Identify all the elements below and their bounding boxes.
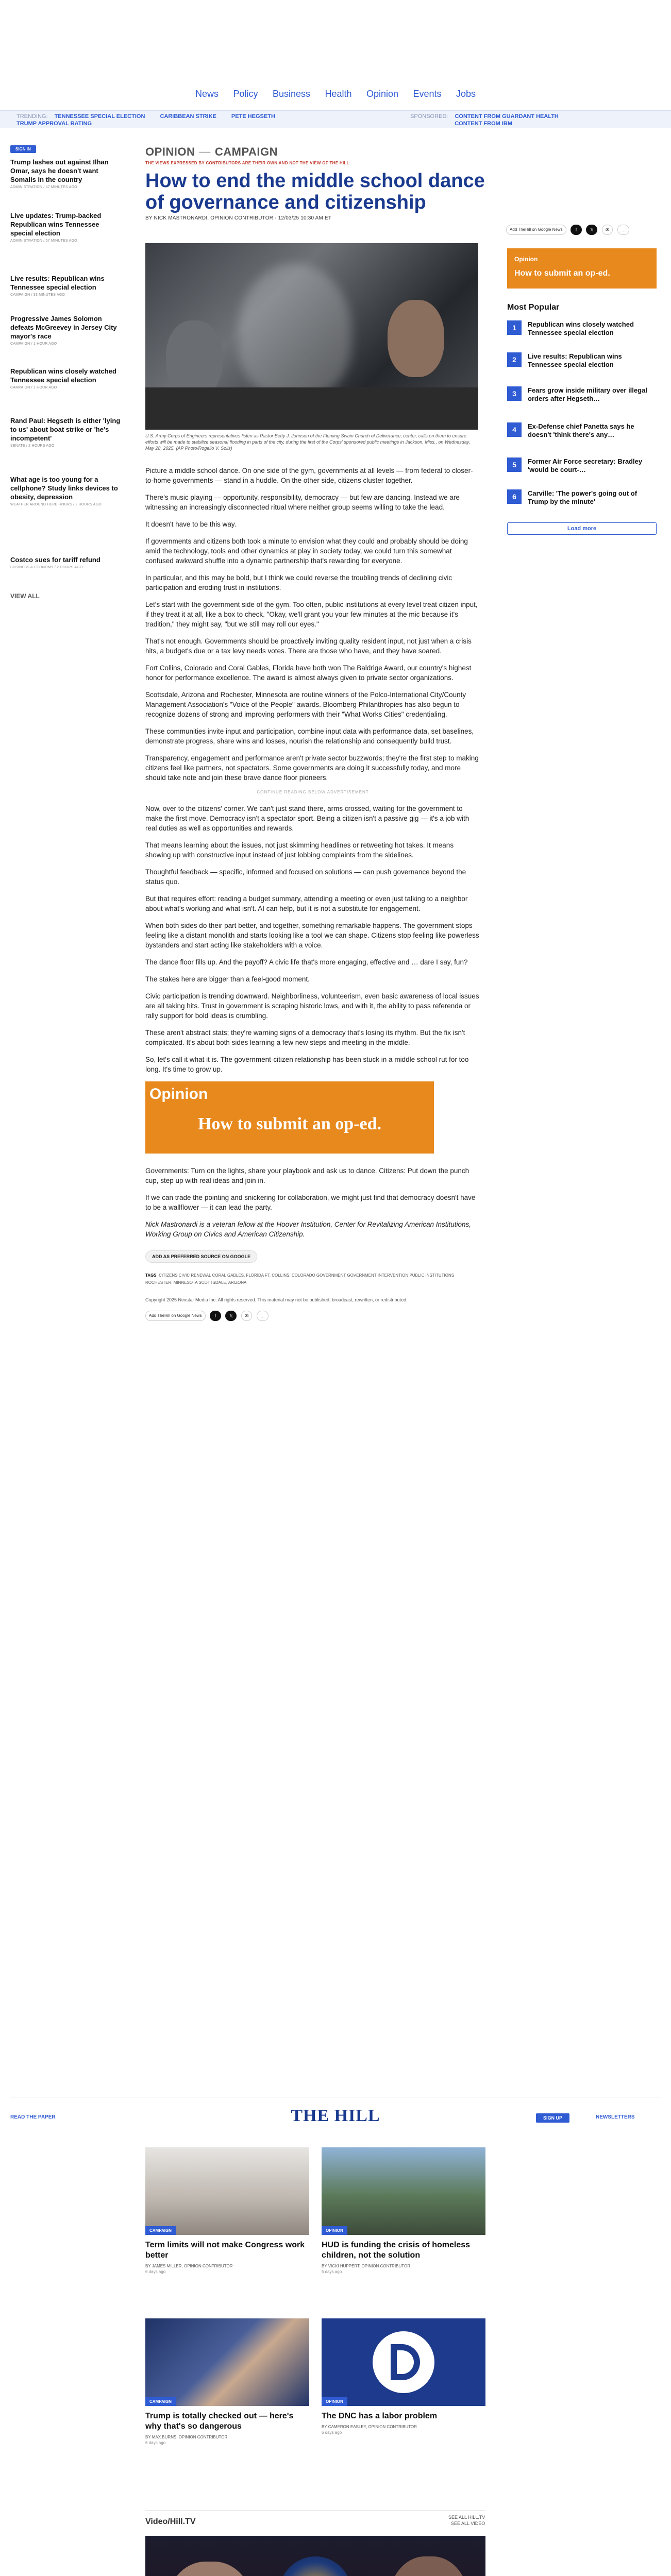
nav-news[interactable]: News [195, 89, 219, 99]
popular-title: Fears grow inside military over illegal orders after Hegseth… [528, 386, 647, 402]
x-icon[interactable]: 𝕏 [586, 225, 597, 235]
main-nav [0, 89, 671, 106]
page-title: How to end the middle school dance of governance and citizenship [145, 170, 485, 213]
the-hill-logo[interactable]: THE HILL [291, 2106, 380, 2125]
google-news-button[interactable]: Add TheHill on Google News [506, 225, 566, 235]
paragraph: Civic participation is trending downward. Neighborliness, volunteerism, even basic awareness of local issues are all taking hits. Trust in government is scraping historic lows, and with it, the ability to pass referenda or rally support for bold ideas is crumbling. [145, 992, 479, 1020]
share-bar [504, 225, 629, 235]
dnc-logo-icon [322, 2318, 485, 2406]
popular-item[interactable] [507, 422, 657, 450]
story-badge: OPINION [322, 2226, 347, 2235]
story-card[interactable] [145, 2318, 309, 2445]
sidebar-story-title: Live updates: Trump-backed Republican wins Tennessee special election [10, 212, 102, 237]
popular-item[interactable] [507, 489, 657, 517]
nav-business[interactable]: Business [272, 89, 311, 99]
trending-link[interactable]: TRUMP APPROVAL RATING [16, 121, 92, 127]
sponsored-link[interactable]: CONTENT FROM GUARDANT HEALTH [455, 113, 559, 120]
story-card[interactable] [322, 2147, 485, 2274]
video-section-title: Video/Hill.TV [145, 2517, 196, 2526]
sidebar-story-title: Costco sues for tariff refund [10, 556, 100, 564]
popular-rank: 2 [507, 352, 522, 367]
popular-rank: 3 [507, 386, 522, 401]
breadcrumb-opinion[interactable]: OPINION [145, 145, 195, 158]
paragraph: These communities invite input and participation, combine input data with performance data, set baselines, demonstrate progress, share wins and losses, nourish the relationship and consequently build trust. [145, 727, 474, 745]
paragraph: It doesn't have to be this way. [145, 520, 237, 528]
popular-item[interactable] [507, 386, 657, 414]
paragraph: Picture a middle school dance. On one side of the gym, governments at all levels — from federal to closer-to-home governments — stand in a huddle. On the other side, citizens cluster together. [145, 467, 473, 484]
popular-item[interactable] [507, 320, 657, 348]
sidebar-story-meta: BUSINESS & ECONOMY / 2 HOURS AGO [10, 566, 83, 569]
story-date: 5 days ago [322, 2269, 342, 2274]
paragraph: If we can trade the pointing and snickering for collaboration, we might just find that democracy doesn't have to be a wallflower — it can lead the party. [145, 1194, 476, 1211]
tags [145, 1272, 480, 1286]
popular-title: Live results: Republican wins Tennessee special election [528, 352, 622, 368]
paragraph: These aren't abstract stats; they're warning signs of a democracy that's losing its rhythm. But the fix isn't complicated. It's about both sides learning a few new steps and meeting in the middle. [145, 1029, 465, 1046]
paragraph: When both sides do their part better, and together, something remarkable happens. The government stops feeling like a distant monolith and starts looking like a tool we can shape. Citizens stop feeling like powerless bystanders and start acting like stakeholders with a voice. [145, 922, 479, 949]
trending-bar [0, 110, 671, 128]
paragraph: Thoughtful feedback — specific, informed and focused on solutions — can push governance beyond the status quo. [145, 868, 466, 886]
preferred-source-button[interactable]: ADD AS PREFERRED SOURCE ON GOOGLE [145, 1250, 257, 1263]
story-date: 6 days ago [145, 2441, 166, 2445]
sponsored-label: SPONSORED: [410, 113, 448, 120]
article-body [145, 466, 480, 1321]
sidebar-story[interactable] [10, 416, 124, 448]
sidebar-story[interactable] [10, 314, 124, 346]
story-image [322, 2147, 485, 2235]
sidebar-story[interactable] [10, 555, 124, 569]
sidebar-story-title: Live results: Republican wins Tennessee special election [10, 275, 105, 291]
email-icon[interactable]: ✉ [602, 225, 613, 235]
popular-rank: 4 [507, 422, 522, 437]
sidebar-story[interactable] [10, 475, 124, 506]
sidebar-story-meta: SENATE / 2 HOURS AGO [10, 444, 55, 448]
breadcrumb: OPINION — CAMPAIGN [145, 145, 278, 158]
sidebar-story-title: Republican wins closely watched Tennessee special election [10, 367, 116, 384]
trending-row-2 [16, 121, 526, 127]
sidebar-story-meta: ADMINISTRATION / 47 MINUTES AGO [10, 185, 77, 189]
load-more-button[interactable]: Load more [507, 522, 657, 535]
breadcrumb-campaign[interactable]: CAMPAIGN [214, 145, 278, 158]
sidebar-story-meta: WEATHER AROUND HERE HOURS / 2 HOURS AGO [10, 503, 102, 506]
sign-up-button[interactable]: SIGN UP [536, 2113, 569, 2123]
paragraph: In particular, and this may be bold, but I think we could reverse the troubling trends of declining civic participation and eroding trust in institutions. [145, 574, 452, 591]
story-badge: CAMPAIGN [145, 2397, 176, 2406]
sidebar-story[interactable] [10, 367, 124, 389]
story-image [322, 2318, 485, 2406]
promo-cta: How to submit an op-ed. [514, 269, 610, 278]
facebook-icon[interactable]: f [210, 1311, 221, 1321]
sidebar-story-meta: CAMPAIGN / 33 MINUTES AGO [10, 293, 65, 297]
paragraph: There's music playing — opportunity, responsibility, democracy — but few are dancing. Instead we are witnessing an increasingly disconnected ritual where neither group seems willing to take the lead. [145, 494, 460, 511]
facebook-icon[interactable]: f [571, 225, 582, 235]
story-image [145, 2318, 309, 2406]
sign-in-button[interactable]: SIGN IN [10, 145, 36, 153]
paragraph: Transparency, engagement and performance aren't private sector buzzwords; they're the first step to making citizens feel like partners, not spectators. Some governments are doing it successfully today, and more should take note and join these brave dance floor pioneers. [145, 754, 479, 782]
featured-video[interactable] [145, 2536, 485, 2576]
story-date: 6 days ago [145, 2269, 166, 2274]
story-title: HUD is funding the crisis of homeless children, not the solution [322, 2241, 471, 2260]
sidebar-story-title: What age is too young for a cellphone? Study links devices to obesity, depression [10, 476, 118, 501]
popular-item[interactable] [507, 352, 657, 380]
tags-label: TAGS [145, 1273, 157, 1278]
trending-link[interactable]: PETE HEGSETH [231, 113, 275, 120]
share-bar-bottom [145, 1311, 480, 1321]
paragraph: So, let's call it what it is. The government-citizen relationship has been stuck in a middle school rut for too long. It's time to grow up. [145, 1056, 469, 1073]
sidebar-story-meta: ADMINISTRATION / 57 MINUTES AGO [10, 239, 77, 243]
op-ed-banner[interactable] [145, 1081, 434, 1154]
story-title: Trump is totally checked out — here's why that's so dangerous [145, 2412, 294, 2431]
paragraph: That means learning about the issues, not just skimming headlines or retweeting hot takes. It means showing up with constructive input instead of just lobbing complaints from the sidelines. [145, 841, 454, 859]
story-image [145, 2147, 309, 2235]
paragraph: The dance floor fills up. And the payoff? A civic life that's more engaging, effective and … dare I say, fun? [145, 958, 468, 966]
trending-row-1 [16, 113, 572, 120]
opinion-promo[interactable] [507, 248, 657, 289]
newsletters-link[interactable]: NEWSLETTERS [596, 2114, 635, 2120]
sponsored-link[interactable]: CONTENT FROM IBM [455, 121, 513, 127]
author-bio: Nick Mastronardi is a veteran fellow at the Hoover Institution, Center for Revitalizing American Institutions, Working Group on Civics and American Citizenship. [145, 1221, 472, 1238]
nav-jobs[interactable]: Jobs [456, 89, 476, 99]
story-title: Term limits will not make Congress work better [145, 2241, 305, 2260]
story-card[interactable] [145, 2147, 309, 2274]
paragraph: Scottsdale, Arizona and Rochester, Minnesota are routine winners of the Polco-International City/County Management Association's "Voice of the People" awards. Bloomberg Philanthropies has also begun to recognize dozens of strong and improving performers with their "What Works Cities" credentialing. [145, 691, 466, 718]
sidebar-story[interactable] [10, 274, 124, 297]
ad-label: CONTINUE READING BELOW ADVERTISEMENT [257, 790, 369, 794]
opinion-disclaimer: THE VIEWS EXPRESSED BY CONTRIBUTORS ARE THEIR OWN AND NOT THE VIEW OF THE HILL [145, 161, 349, 165]
story-author: BY JAMES MILLER, OPINION CONTRIBUTOR [145, 2264, 233, 2268]
paragraph: Let's start with the government side of the gym. Too often, public institutions at every level treat citizen input, if they treat it at all, like a box to check. "Okay, we'll grant you your few minutes at the mic because it's tradition," they might say, "but we still may roll our eyes." [145, 601, 478, 628]
popular-title: Republican wins closely watched Tennessee special election [528, 320, 634, 336]
popular-title: Former Air Force secretary: Bradley 'would be court-… [528, 457, 643, 473]
sidebar-story-meta: CAMPAIGN / 1 HOUR AGO [10, 386, 57, 389]
story-card[interactable] [322, 2318, 485, 2435]
story-date: 6 days ago [322, 2430, 342, 2435]
sidebar-story-title: Trump lashes out against Ilhan Omar, says he doesn't want Somalis in the country [10, 158, 109, 183]
nav-policy[interactable]: Policy [233, 89, 258, 99]
paragraph: Fort Collins, Colorado and Coral Gables, Florida have both won The Baldrige Award, our country's highest honor for performance excellence. The award is almost always given to private sector organizations. [145, 664, 472, 682]
read-the-paper-link[interactable]: READ THE PAPER [10, 2114, 56, 2120]
x-icon[interactable]: 𝕏 [225, 1311, 237, 1321]
story-badge: CAMPAIGN [145, 2226, 176, 2235]
popular-rank: 6 [507, 489, 522, 504]
fbi-seal-icon [279, 2556, 351, 2576]
most-popular-title: Most Popular [507, 303, 560, 312]
trending-label: TRENDING: [16, 113, 48, 120]
trending-link[interactable]: TENNESSEE SPECIAL ELECTION [54, 113, 145, 120]
see-all-hilltv-link[interactable]: SEE ALL HILL.TV [448, 2515, 485, 2520]
popular-title: Ex-Defense chief Panetta says he doesn't 'think there's any… [528, 422, 634, 438]
popular-rank: 5 [507, 457, 522, 472]
email-icon[interactable]: ✉ [241, 1311, 253, 1321]
op-ed-cta: How to submit an op-ed. [197, 1114, 382, 1133]
promo-label: Opinion [514, 256, 538, 263]
sidebar-story-title: Progressive James Solomon defeats McGreevey in Jersey City mayor's race [10, 315, 117, 340]
paragraph: But that requires effort: reading a budget summary, attending a meeting or even just talking to a neighbor about what's working and what isn't. AI can help, but it is not a substitute for engagement. [145, 895, 468, 912]
view-all-link[interactable]: VIEW ALL [10, 592, 40, 600]
video-see-all [448, 2514, 485, 2527]
story-author: BY CAMERON EASLEY, OPINION CONTRIBUTOR [322, 2425, 417, 2429]
sidebar-story-title: Rand Paul: Hegseth is either 'lying to us' about boat strike or 'he's incompetent' [10, 417, 121, 442]
popular-rank: 1 [507, 320, 522, 335]
see-all-video-link[interactable]: SEE ALL VIDEO [451, 2521, 485, 2526]
byline: BY NICK MASTRONARDI, OPINION CONTRIBUTOR - 12/03/25 10:30 AM ET [145, 215, 332, 221]
tags-list[interactable]: CITIZENS CIVIC RENEWAL CORAL GABLES, FLORIDA FT. COLLINS, COLORADO GOVERNMENT GOVERNMENT INTERVENTION PUBLIC INSTITUTIONS ROCHESTER, MINNESOTA SCOTTSDALE, ARIZONA [145, 1273, 455, 1285]
paragraph: Governments: Turn on the lights, share your playbook and ask us to dance. Citizens: Put down the punch cup, step up with real ideas and join in. [145, 1167, 469, 1184]
nav-events[interactable]: Events [413, 89, 442, 99]
paragraph: The stakes here are bigger than a feel-good moment. [145, 975, 310, 983]
paragraph: That's not enough. Governments should be proactively inviting quality resident input, not just when a crisis hits, a budget's due or a tax levy needs votes. There are those who have, and they have soared. [145, 637, 472, 655]
opinion-logo: Opinion [149, 1086, 208, 1103]
article-photo [145, 243, 478, 430]
sidebar-story[interactable] [10, 211, 124, 243]
google-news-button[interactable]: Add TheHill on Google News [145, 1311, 206, 1321]
story-title: The DNC has a labor problem [322, 2412, 438, 2420]
story-author: BY VICKI HUPPERT, OPINION CONTRIBUTOR [322, 2264, 411, 2268]
paragraph: Now, over to the citizens' corner. We can't just stand there, arms crossed, waiting for the government to make the first move. Democracy isn't a spectator sport. Being a citizen isn't a passive gig — it's a job with real duties as well as opportunities and rewards. [145, 805, 469, 832]
popular-item[interactable] [507, 457, 657, 485]
nav-health[interactable]: Health [325, 89, 352, 99]
story-author: BY MAX BURNS, OPINION CONTRIBUTOR [145, 2435, 228, 2439]
popular-title: Carville: 'The power's going out of Trump by the minute' [528, 489, 638, 505]
more-share-icon[interactable]: … [257, 1311, 269, 1321]
sidebar-story-meta: CAMPAIGN / 1 HOUR AGO [10, 342, 57, 346]
story-badge: OPINION [322, 2397, 347, 2406]
nav-opinion[interactable]: Opinion [366, 89, 398, 99]
trending-link[interactable]: CARIBBEAN STRIKE [160, 113, 216, 120]
more-share-icon[interactable]: … [617, 225, 629, 235]
photo-caption: U.S. Army Corps of Engineers representatives listen as Pastor Betty J. Johnson of the Fleming Swain Church of Deliverance, center, calls on them to ensure efforts will be made to stabilize seasonal flooding in parts of the city, during the first of the Corps' sponsored public meetings in Jackson, Miss., on Wednesday, May 28, 2025. (AP Photo/Rogelio V. Solis) [145, 433, 471, 451]
copyright: Copyright 2025 Nexstar Media Inc. All rights reserved. This material may not be published, broadcast, rewritten, or redistributed. [145, 1297, 408, 1302]
sidebar-story[interactable] [10, 158, 124, 189]
paragraph: If governments and citizens both took a minute to envision what they could and probably should be doing amid the technology, tools and other dynamics at play in society today, we could turn this somewhat confused awkward shuffle into a dynamic partnership that's rewarding for everyone. [145, 537, 468, 565]
